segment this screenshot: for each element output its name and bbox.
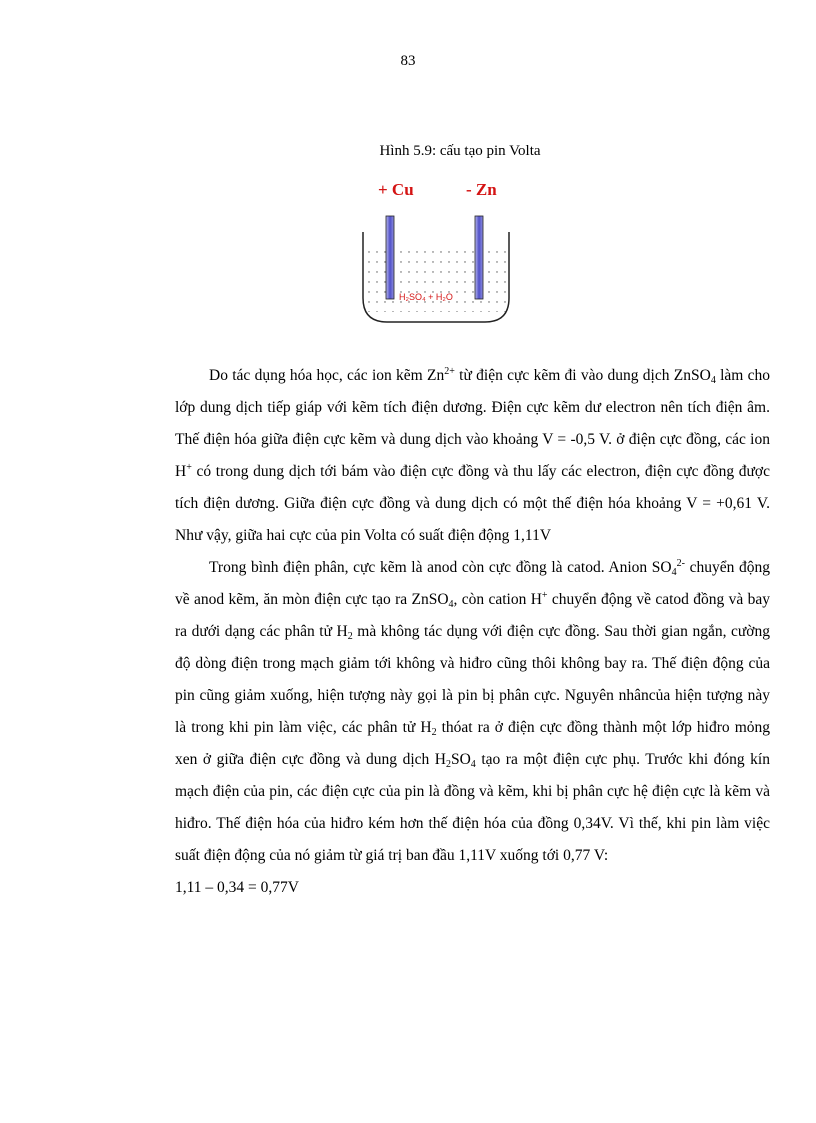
paragraph-1: Do tác dụng hóa học, các ion kẽm $Zn^{2+}$ từ điện cực kẽm đi vào dung dịch ZnSO$_4$ làm cho lớp dung dịch tiếp giáp với kẽm tích điện dương. Điện cực kẽm dư electron nên tích điện âm. Thế điện hóa giữa điện cực kẽm và dung dịch vào khoảng V = -0,5 V. ở điện cực đồng, các ion H+ có trong dung dịch tới bám vào điện cực đồng và thu lấy các electron, điện cực đồng được tích điện dương. Giữa điện cực đồng và dung dịch có một thế điện hóa khoảng V = +0,61 V. Như vậy, giữa hai cực của pin Volta có suất điện động 1,11V bbox=[175, 366, 770, 544]
volta-cell-diagram bbox=[350, 178, 520, 328]
figure-caption: Hình 5.9: cấu tạo pin Volta bbox=[379, 143, 541, 159]
paragraph-2: Trong bình điện phân, cực kẽm là anod còn cực đồng là catod. Anion $SO_4^{2-}$ chuyển động về anod kẽm, ăn mòn điện cực tạo ra ZnSO$_4$, còn cation H+ chuyển động về catod đồng và bay ra dưới dạng các phân tử $H_2$ mà không tác dụng với điện cực đồng. Sau thời gian ngắn, cường độ dòng điện trong mạch giảm tới không và hiđro cũng thôi không bay ra. Thế điện động của pin cũng giảm xuống, hiện tượng này gọi là pin bị phân cực. Nguyên nhâncủa hiện tượng này là trong khi pin làm việc, các phân tử $H_2$ thóat ra ở điện cực đồng thành một lớp hiđro mỏng xen ở giữa điện cực đồng và dung dịch $H_2SO_4$ tạo ra một điện cực phụ. Trước khi đóng kín mạch điện của pin, các điện cực của pin là đồng và kẽm, khi bị phân cực hệ điện cực là kẽm và hiđro. Thế điện hóa của hiđro kém hơn thế điện hóa của đồng 0,34V. Vì thế, khi pin làm việc suất điện động của nó giảm từ giá trị ban đầu 1,11V xuống tới 0,77 V: bbox=[175, 558, 770, 864]
body-text bbox=[175, 360, 770, 904]
page-number: 83 bbox=[400, 53, 416, 69]
solution-label: H₂SO₄ + H₂O bbox=[399, 292, 453, 302]
beaker bbox=[363, 232, 509, 322]
zinc-electrode bbox=[475, 216, 483, 299]
copper-electrode-label: + Cu bbox=[378, 180, 414, 199]
formula: 1,11 – 0,34 = 0,77V bbox=[175, 879, 299, 896]
zinc-electrode-label: - Zn bbox=[466, 180, 497, 199]
volta-cell-figure bbox=[350, 178, 520, 328]
copper-electrode bbox=[386, 216, 394, 299]
